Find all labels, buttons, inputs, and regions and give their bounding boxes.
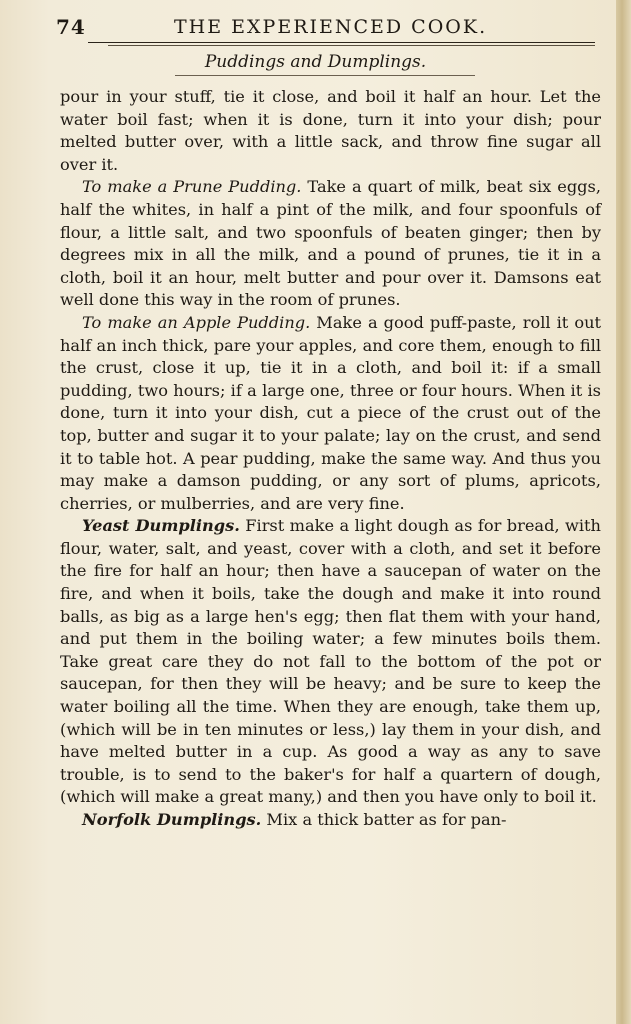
- recipe-title: Yeast Dumplings.: [82, 516, 240, 536]
- paragraph-continuation: [60, 86, 601, 176]
- paragraph-prune-pudding: [60, 176, 601, 312]
- paragraph-yeast-dumplings: [60, 515, 601, 809]
- recipe-title: Norfolk Dumplings.: [82, 810, 262, 829]
- running-head: THE EXPERIENCED COOK.: [174, 16, 488, 38]
- header-rule-secondary: [108, 45, 595, 46]
- section-rule: [175, 75, 475, 76]
- recipe-title: To make an Apple Pudding.: [82, 312, 311, 332]
- paragraph-text: Take a quart of milk, beat six eggs, half the whites, in half a pint of the milk, and four spoonfuls of flour, a little salt, and two spoonfuls of beaten ginger; then by degrees mix in all the milk, and a pound of prunes, tie it in a cloth, boil it an hour, melt butter and pour over it. Damsons eat well done this way in the room of prunes.: [60, 177, 601, 310]
- paragraph-text: Mix a thick batter as for pan-: [261, 810, 507, 829]
- paragraph-norfolk-dumplings: [60, 809, 601, 832]
- section-title: Puddings and Dumplings.: [204, 52, 427, 72]
- paragraph-text: First make a light dough as for bread, with flour, water, salt, and yeast, cover with a cloth, and set it before the fire for half an hour; then have a saucepan of water on the fire, and when it boils, take the dough and make it into round balls, as big as a large hen's egg; then flat them with your hand, and put them in the boiling water; a few minutes boils them. Take great care they do not fall to the bottom of the pot or saucepan, for then they will be heavy; and be sure to keep the water boiling all the time. When they are enough, take them up, (which will be in ten minutes or less,) lay them in your dish, and have melted butter in a cup. As good a way as any to save trouble, is to send to the baker's for half a quartern of dough, (which will make a great many,) and then you have only to boil it.: [60, 516, 601, 807]
- page-number: 74: [56, 15, 86, 39]
- header-rule: [88, 42, 595, 43]
- recipe-title: To make a Prune Pudding.: [82, 177, 302, 197]
- paragraph-text: pour in your stuff, tie it close, and boil it half an hour. Let the water boil fast; when it is done, turn it into your dish; pour melted butter over, with a little sack, and throw fine sugar all over it.: [60, 87, 601, 174]
- page-edge: [616, 0, 631, 1024]
- paragraph-apple-pudding: [60, 312, 601, 515]
- page-header: [56, 15, 626, 41]
- body-text: [60, 86, 601, 832]
- paragraph-text: Make a good puff-paste, roll it out half an inch thick, pare your apples, and core them, enough to fill the crust, close it up, tie it in a cloth, and boil it: if a small pudding, two hours; if a large one, three or four hours. When it is done, turn it into your dish, cut a piece of the crust out of the top, butter and sugar it to your palate; lay on the crust, and send it to table hot. A pear pudding, make the same way. And thus you may make a damson pudding, or any sort of plums, apricots, cherries, or mulberries, and are very fine.: [60, 312, 601, 513]
